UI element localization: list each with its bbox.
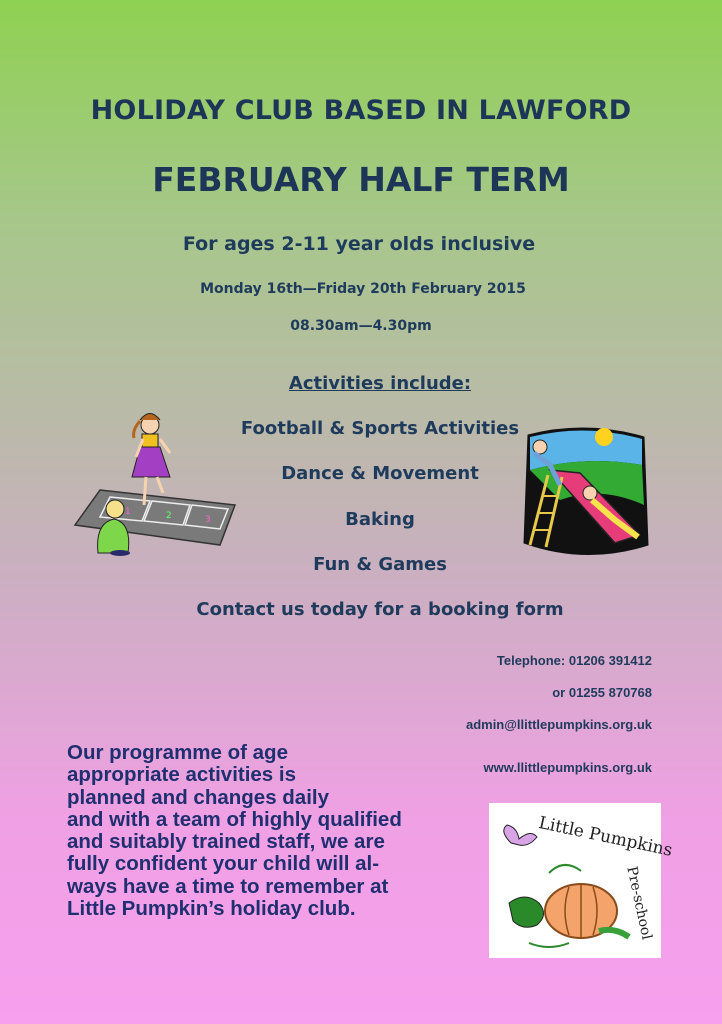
svg-text:3: 3 bbox=[205, 515, 211, 525]
programme-line: appropriate activities is bbox=[67, 763, 297, 787]
telephone-text: Telephone: 01206 391412 bbox=[496, 653, 652, 668]
programme-paragraph bbox=[67, 742, 457, 920]
programme-line: Our programme of age bbox=[67, 741, 288, 764]
programme-line: fully confident your child will al- bbox=[67, 852, 380, 876]
programme-line: and with a team of highly qualified bbox=[67, 807, 402, 831]
hopscotch-illustration-icon bbox=[70, 405, 240, 560]
programme-line: Little Pumpkin’s holiday club. bbox=[67, 897, 356, 921]
title-holiday-club: HOLIDAY CLUB BASED IN LAWFORD bbox=[90, 95, 632, 126]
ages-text: For ages 2-11 year olds inclusive bbox=[182, 233, 536, 255]
email-text: admin@llittlepumpkins.org.uk bbox=[465, 717, 652, 732]
svg-text:2: 2 bbox=[166, 511, 172, 521]
logo-text-line1: Little Pumpkins bbox=[536, 813, 675, 861]
programme-line: and suitably trained staff, we are bbox=[67, 830, 385, 854]
dates-text: Monday 16th—Friday 20th February 2015 bbox=[200, 281, 526, 297]
programme-line: ways have a time to remember at bbox=[67, 874, 389, 898]
activities-heading: Activities include: bbox=[288, 373, 472, 394]
times-text: 08.30am—4.30pm bbox=[290, 318, 432, 334]
activity-item-football: Football & Sports Activities bbox=[240, 418, 520, 439]
programme-line: planned and changes daily bbox=[67, 785, 330, 809]
website-text: www.llittlepumpkins.org.uk bbox=[483, 760, 652, 775]
title-half-term: FEBRUARY HALF TERM bbox=[152, 160, 570, 199]
activity-item-games: Fun & Games bbox=[313, 554, 447, 575]
svg-text:1: 1 bbox=[125, 507, 131, 517]
activity-item-dance: Dance & Movement bbox=[281, 463, 479, 484]
slide-illustration-icon bbox=[520, 425, 652, 560]
activity-item-baking: Baking bbox=[345, 509, 415, 530]
contact-booking-line: Contact us today for a booking form bbox=[196, 599, 564, 620]
telephone-alt-text: or 01255 870768 bbox=[552, 685, 652, 700]
pumpkin-logo-icon bbox=[489, 803, 675, 958]
logo-text-line2: Pre-school bbox=[623, 865, 655, 942]
